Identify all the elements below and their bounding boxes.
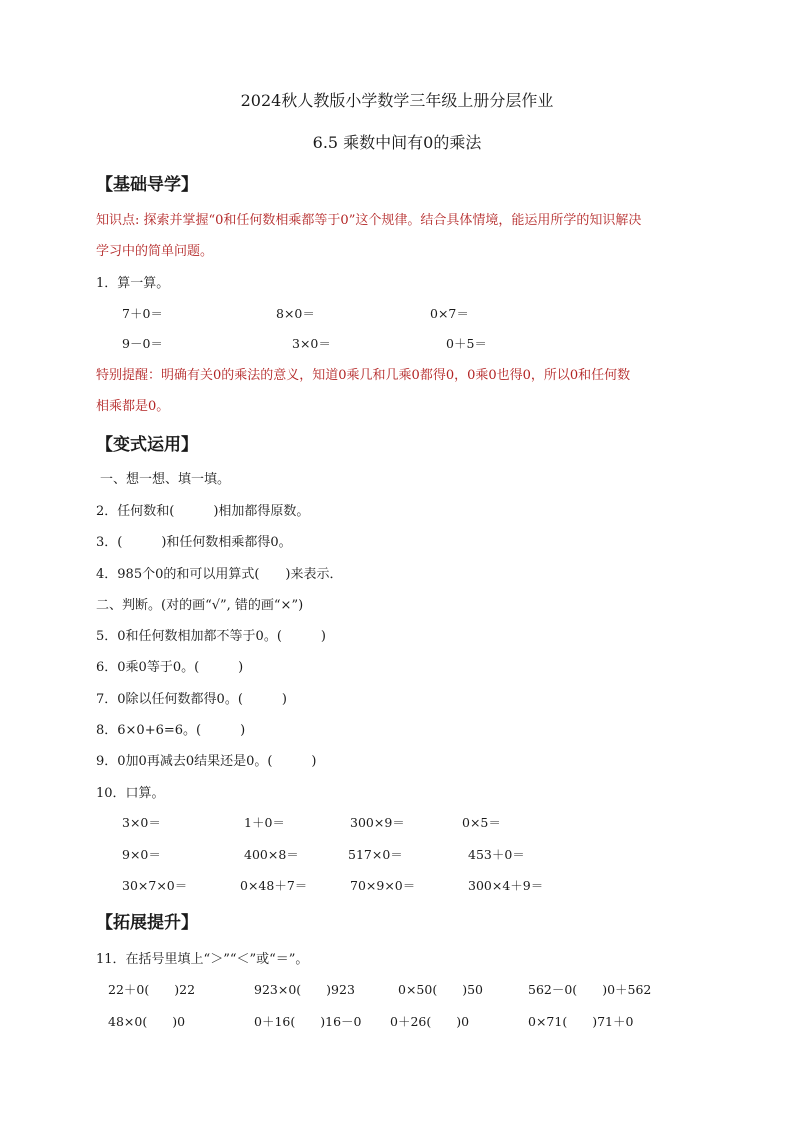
part-2-heading: 二、判断。(对的画“√”, 错的画“×”) — [96, 598, 304, 613]
question-11-title: 11．在括号里填上“＞”“＜”或“＝”。 — [96, 952, 309, 967]
q10-expression: 30×7×0＝ — [122, 878, 188, 893]
q10-expression: 3×0＝ — [122, 815, 161, 830]
q11-comparison: 0＋16( )16－0 — [254, 1014, 362, 1029]
q11-comparison: 0×50( )50 — [398, 982, 483, 997]
section-heading-basic: 【基础导学】 — [96, 175, 198, 195]
question-2: 2．任何数和( )相加都得原数。 — [96, 504, 310, 519]
part-1-heading: 一、想一想、填一填。 — [100, 472, 231, 487]
q10-expression: 300×9＝ — [350, 815, 405, 830]
q10-expression: 0×48＋7＝ — [240, 878, 308, 893]
q10-expression: 300×4＋9＝ — [468, 878, 544, 893]
special-reminder-line-2: 相乘都是0。 — [96, 399, 170, 414]
question-6: 6．0乘0等于0。( ) — [96, 660, 244, 675]
question-3: 3．( )和任何数相乘都得0。 — [96, 535, 292, 550]
q10-expression: 70×9×0＝ — [350, 878, 416, 893]
question-8: 8．6×0+6=6。( ) — [96, 723, 246, 738]
q1-expression: 0×7＝ — [430, 306, 469, 321]
knowledge-point-line-2: 学习中的简单问题。 — [96, 244, 214, 259]
q11-comparison: 22＋0( )22 — [108, 982, 196, 997]
question-1-title: 1．算一算。 — [96, 276, 170, 291]
q10-expression: 9×0＝ — [122, 847, 161, 862]
q1-expression: 8×0＝ — [276, 306, 315, 321]
document-subtitle: 6.5 乘数中间有0的乘法 — [312, 133, 482, 152]
q11-comparison: 923×0( )923 — [254, 982, 355, 997]
q10-expression: 453＋0＝ — [468, 847, 525, 862]
section-heading-variant: 【变式运用】 — [96, 435, 198, 455]
question-4: 4．985个0的和可以用算式( )来表示． — [96, 567, 343, 582]
q10-expression: 0×5＝ — [462, 815, 501, 830]
q1-expression: 7＋0＝ — [122, 306, 163, 321]
q1-expression: 9－0＝ — [122, 336, 163, 351]
q11-comparison: 0＋26( )0 — [390, 1014, 470, 1029]
question-10-title: 10．口算。 — [96, 786, 165, 801]
q10-expression: 400×8＝ — [244, 847, 299, 862]
document-title: 2024秋人教版小学数学三年级上册分层作业 — [240, 91, 554, 110]
special-reminder-line-1: 特别提醒：明确有关0的乘法的意义，知道0乘几和几乘0都得0，0乘0也得0，所以0和任何数 — [96, 368, 631, 383]
question-5: 5．0和任何数相加都不等于0。( ) — [96, 629, 326, 644]
question-7: 7．0除以任何数都得0。( ) — [96, 692, 287, 707]
q11-comparison: 48×0( )0 — [108, 1014, 186, 1029]
q11-comparison: 562－0( )0＋562 — [528, 982, 652, 997]
knowledge-point-line-1: 知识点: 探索并掌握“0和任何数相乘都等于0”这个规律。结合具体情境，能运用所学的知识解决 — [96, 213, 642, 228]
question-9: 9．0加0再减去0结果还是0。( ) — [96, 754, 317, 769]
q11-comparison: 0×71( )71＋0 — [528, 1014, 634, 1029]
section-heading-extend: 【拓展提升】 — [96, 913, 198, 933]
q10-expression: 517×0＝ — [348, 847, 403, 862]
q1-expression: 0＋5＝ — [446, 336, 487, 351]
q1-expression: 3×0＝ — [292, 336, 331, 351]
q10-expression: 1＋0＝ — [244, 815, 285, 830]
